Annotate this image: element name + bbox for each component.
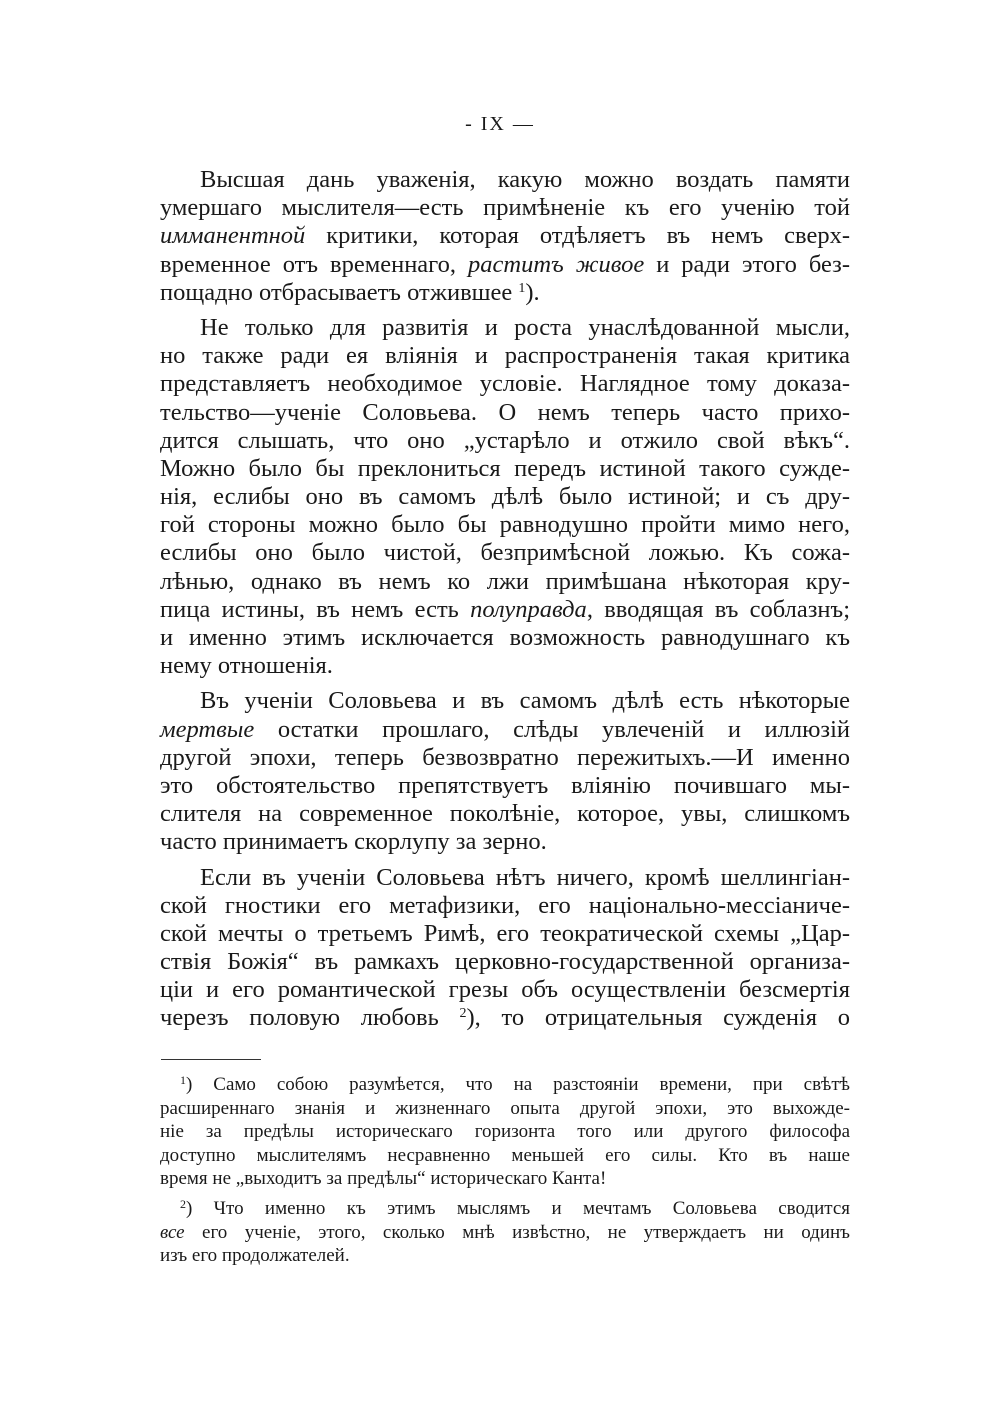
text-line: это обстоятельство препятствуетъ вліянію почившаго мы- <box>160 771 850 799</box>
text-line: и именно этимъ исключается возможность равнодушнаго къ <box>160 624 850 651</box>
body-text <box>160 166 850 1040</box>
text-line: слителя на современное поколѣніе, которое, увы, слишкомъ <box>160 800 850 828</box>
text-line: Можно было бы преклониться передъ истиной такого сужде- <box>160 454 850 482</box>
paragraph-1 <box>160 166 850 307</box>
text-line: но также ради ея вліянія и распространенія такая критика <box>160 342 850 370</box>
text-span: пощадно отбрасываетъ отжившее <box>160 278 519 306</box>
text-line: время не „выходитъ за предѣлы“ историческаго Канта! <box>160 1168 607 1190</box>
text-line <box>160 1197 850 1221</box>
emphasis: раститъ живое <box>468 250 645 278</box>
text-line <box>160 222 850 250</box>
text-line: представляетъ необходимое условіе. Наглядное тому доказа- <box>160 370 850 398</box>
footnotes <box>160 1073 850 1274</box>
footnote-ref-2[interactable]: 2 <box>459 1006 467 1022</box>
text-line: ціи и его романтической грезы объ осуществленіи безсмертія <box>160 976 850 1004</box>
paragraph-2 <box>160 314 850 680</box>
footnote-marker: 1 <box>180 1073 186 1087</box>
footnote-marker: 2 <box>180 1196 186 1211</box>
text-span: временное отъ временнаго, <box>160 250 468 278</box>
text-line: тельство—ученіе Соловьева. О немъ теперь часто прихо- <box>160 398 850 426</box>
footnote-1 <box>160 1073 850 1191</box>
text-line: ніе за предѣлы историческаго горизонта того или другого философа <box>160 1121 850 1143</box>
emphasis: имманентной <box>160 222 306 250</box>
text-line: дится слышать, что оно „устарѣло и отжило свой вѣкъ“. <box>160 426 850 454</box>
text-span: ) Что именно къ этимъ мыслямъ и мечтамъ Соловьева сводится <box>186 1197 850 1219</box>
text-span: ) Само собою разумѣется, что на разстояніи времени, при свѣтѣ <box>186 1074 850 1095</box>
text-line: Высшая дань уваженія, какую можно воздать памяти <box>200 166 850 193</box>
text-span: остатки прошлаго, слѣды увлеченій и иллюзій <box>254 715 850 743</box>
text-line <box>160 596 850 624</box>
text-line: еслибы оно было чистой, безпримѣсной ложью. Къ сожа- <box>160 539 850 567</box>
text-line: Въ ученіи Соловьева и въ самомъ дѣлѣ есть нѣкоторые <box>200 687 850 715</box>
text-line <box>160 1221 850 1245</box>
text-line <box>160 716 850 744</box>
emphasis: полуправда <box>470 595 587 623</box>
paragraph-3 <box>160 687 850 856</box>
text-line <box>160 1073 850 1097</box>
text-span: черезъ половую любовь <box>160 1004 460 1032</box>
footnote-ref-1[interactable]: 1 <box>518 280 526 296</box>
text-line <box>160 279 850 307</box>
page-number: - IX — <box>465 113 535 135</box>
text-span: , вводящая въ соблазнъ; <box>586 595 850 623</box>
text-line: Если въ ученіи Соловьева нѣтъ ничего, кромѣ шеллингіан- <box>200 863 850 891</box>
emphasis: все <box>160 1221 185 1243</box>
emphasis: мертвые <box>160 715 255 743</box>
text-span: ), то отрицательныя сужденія о <box>466 1004 850 1032</box>
text-span: критики, которая отдѣляетъ въ немъ сверх- <box>305 222 850 250</box>
text-line: ской гностики его метафизики, его національно-мессіаниче- <box>160 891 850 919</box>
text-line: Не только для развитія и роста унаслѣдованной мысли, <box>200 313 850 341</box>
footnote-2 <box>160 1197 850 1268</box>
text-line: нія, еслибы оно въ самомъ дѣлѣ было истиной; и съ дру- <box>160 483 850 511</box>
text-line: расширеннаго знанія и жизненнаго опыта другой эпохи, это выхожде- <box>160 1097 850 1119</box>
text-line: нему отношенія. <box>160 652 333 680</box>
text-span: и ради этого без- <box>644 250 850 278</box>
text-line: умершаго мыслителя—есть примѣненіе къ его ученію той <box>160 194 850 222</box>
text-line: гой стороны можно было бы равнодушно пройти мимо него, <box>160 511 850 539</box>
text-line: часто принимаетъ скорлупу за зерно. <box>160 828 547 856</box>
text-line: другой эпохи, теперь безвозвратно пережитыхъ.—И именно <box>160 743 850 771</box>
paragraph-4 <box>160 864 850 1033</box>
text-line <box>160 1004 850 1032</box>
text-span: его ученіе, этого, сколько мнѣ извѣстно, не утверждаетъ ни одинъ <box>184 1221 850 1243</box>
text-line: ствія Божія“ въ рамкахъ церковно-государственной организа- <box>160 948 850 976</box>
text-span: ). <box>525 278 540 306</box>
text-line: доступно мыслителямъ несравненно меньшей его силы. Кто въ наше <box>160 1144 850 1166</box>
text-span: пица истины, въ немъ есть <box>160 595 471 623</box>
text-line: лѣнью, однако въ немъ ко лжи примѣшана нѣкоторая кру- <box>160 567 850 595</box>
text-line: ской мечты о третьемъ Римѣ, его теократической схемы „Цар- <box>160 919 850 947</box>
footnote-divider <box>161 1059 261 1060</box>
text-line: изъ его продолжателей. <box>160 1245 350 1267</box>
text-line <box>160 251 850 279</box>
